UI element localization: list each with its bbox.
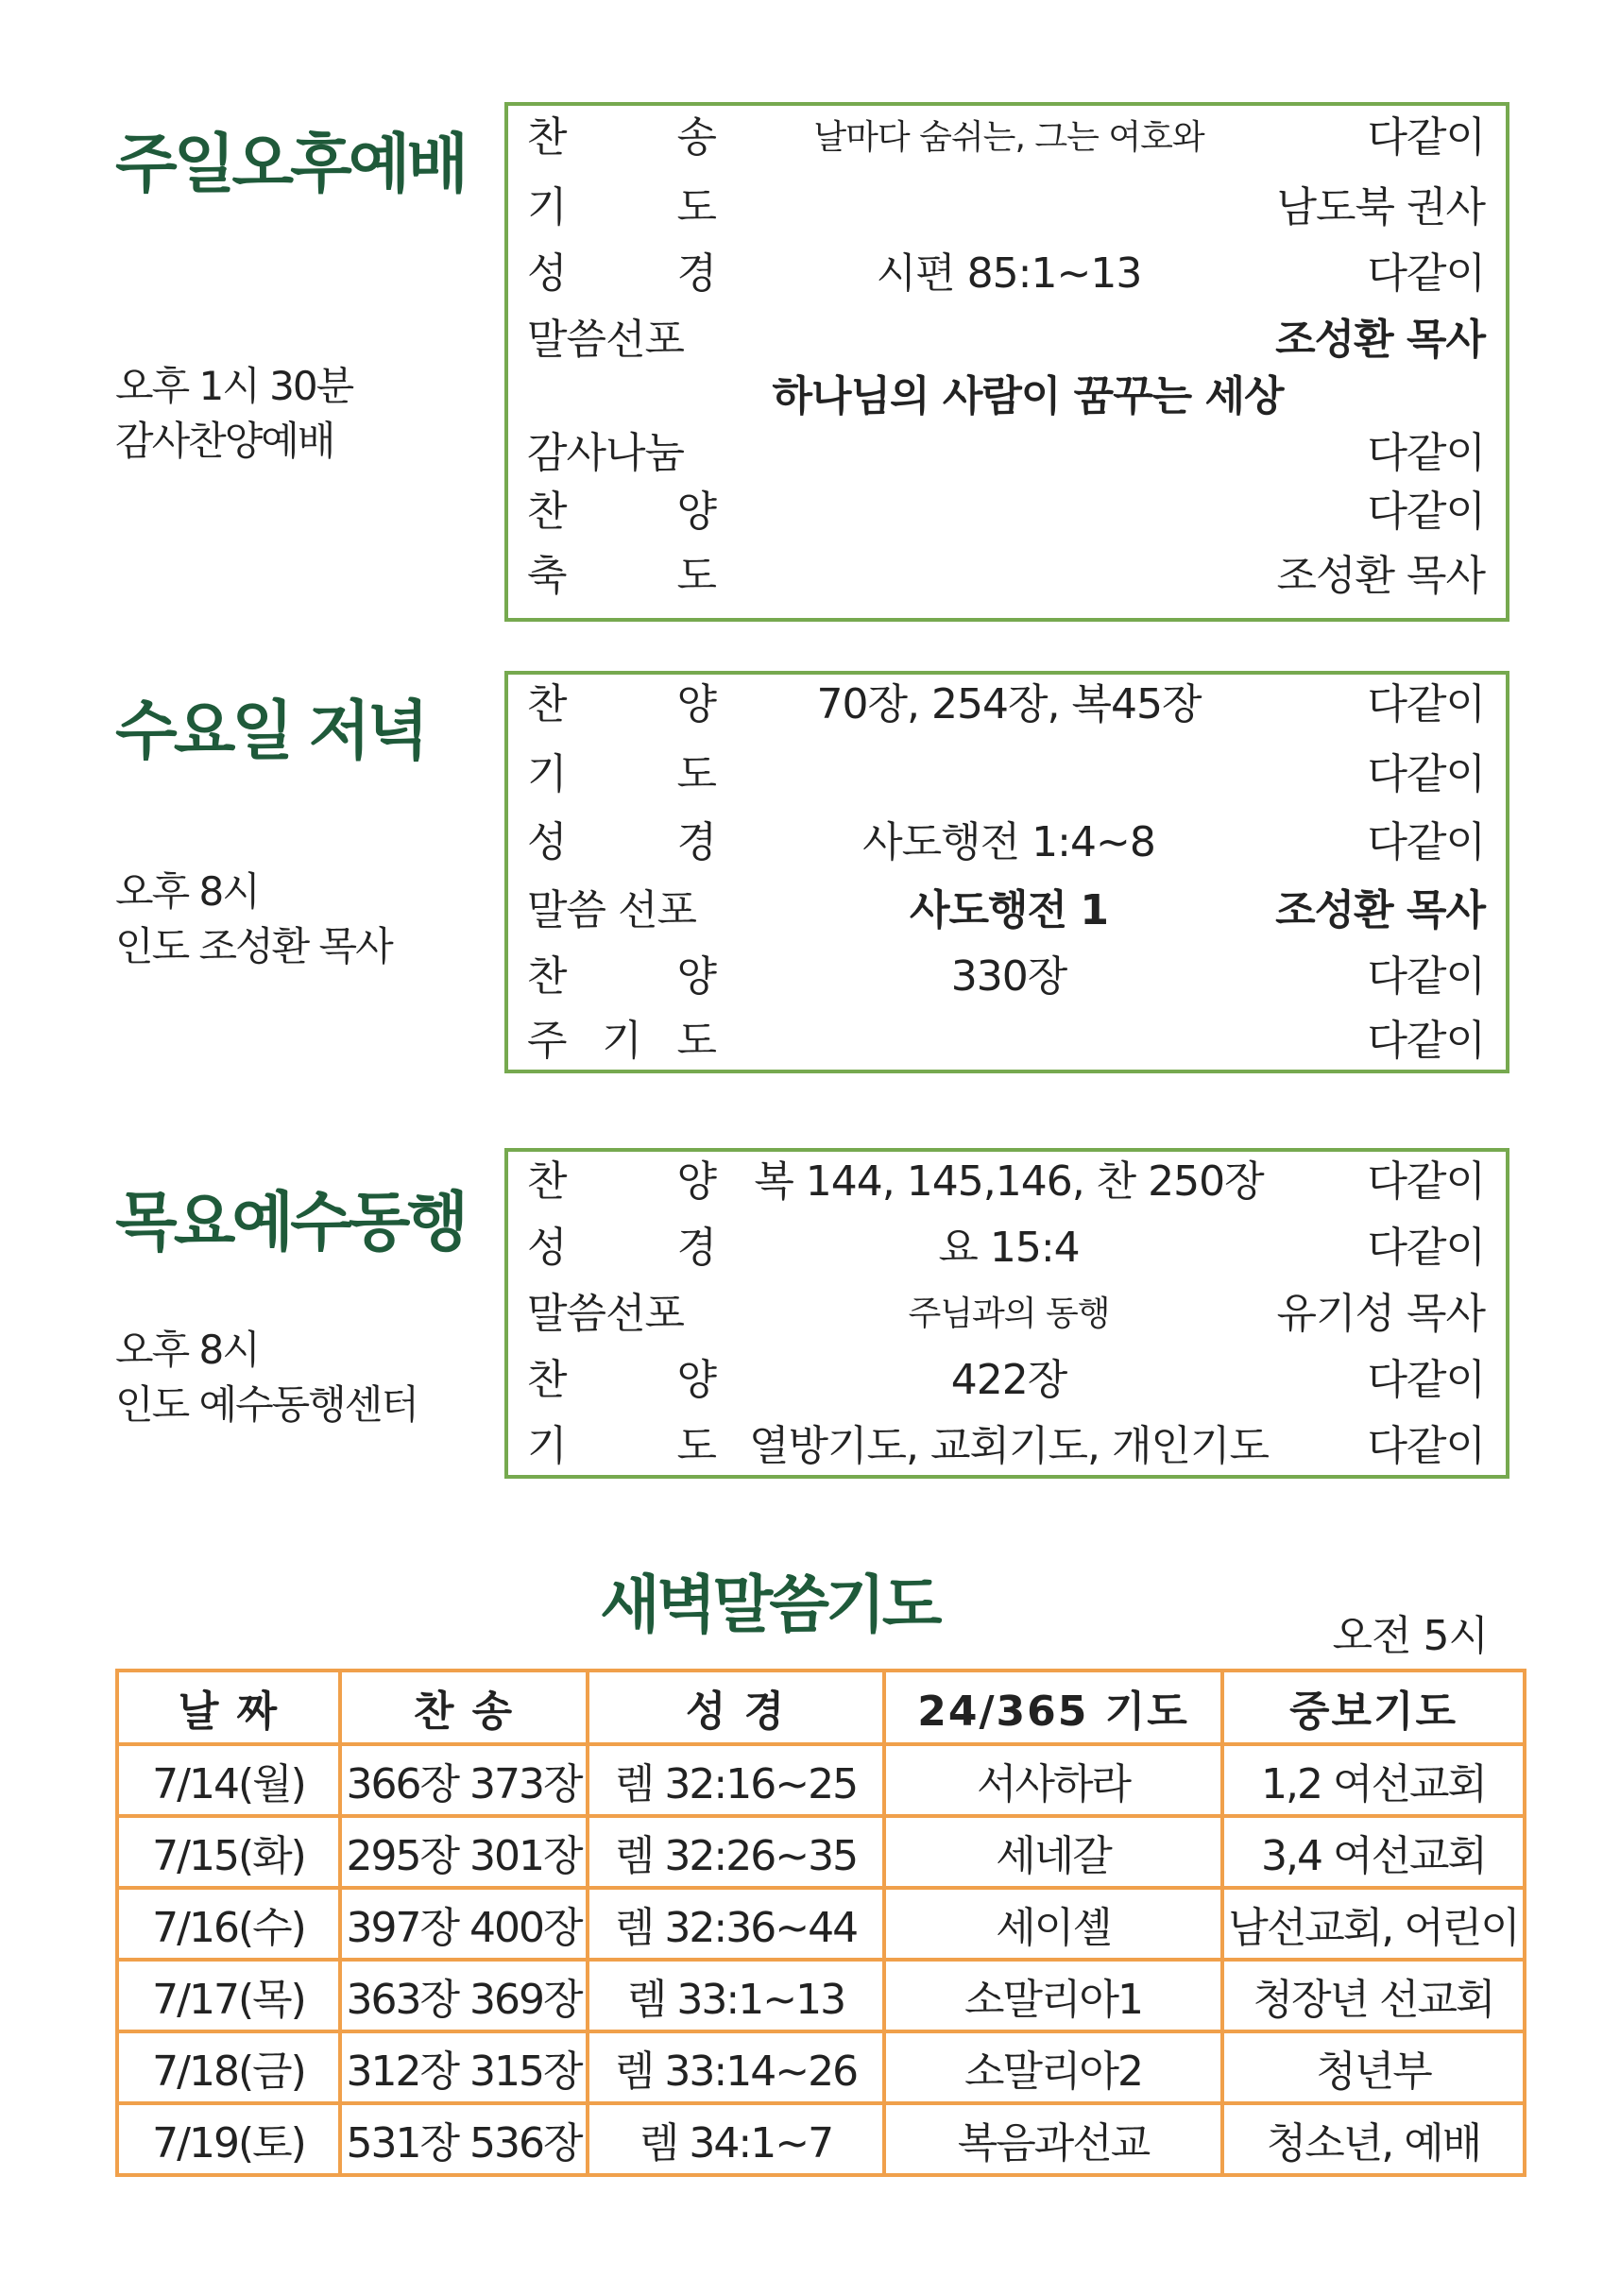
wednesday-info bbox=[115, 865, 392, 974]
order-label-part: 찬 bbox=[527, 488, 567, 536]
order-label bbox=[527, 180, 716, 236]
dawn-schedule-table bbox=[115, 1669, 1526, 2177]
order-row bbox=[508, 425, 1506, 482]
order-label bbox=[527, 677, 716, 733]
table-cell: 7/15(화) bbox=[117, 1816, 340, 1888]
thursday-title: 목요예수동행 bbox=[115, 1186, 466, 1260]
table-header-cell: 24/365 기도 bbox=[884, 1671, 1222, 1744]
order-label-part: 기 bbox=[527, 1422, 567, 1470]
order-label-part: 기 bbox=[527, 750, 567, 798]
table-cell: 366장 373장 bbox=[340, 1744, 588, 1816]
order-label bbox=[527, 312, 716, 368]
table-header-cell: 날 짜 bbox=[117, 1671, 340, 1744]
order-label-part: 축 bbox=[527, 552, 567, 600]
table-cell: 7/19(토) bbox=[117, 2103, 340, 2175]
order-label-part: 감사나눔 bbox=[527, 429, 685, 477]
order-row bbox=[508, 949, 1506, 1005]
order-person: 유기성 목사 bbox=[1276, 1290, 1485, 1338]
order-label-part: 찬 bbox=[527, 1356, 567, 1404]
wednesday-title: 수요일 저녁 bbox=[115, 694, 426, 769]
order-label bbox=[527, 1220, 716, 1277]
order-person: 다같이 bbox=[1367, 488, 1485, 536]
order-label-part: 도 bbox=[676, 1422, 716, 1470]
table-row bbox=[117, 1816, 1525, 1888]
dawn-time: 오전 5시 bbox=[1332, 1612, 1488, 1660]
order-label-part: 말씀선포 bbox=[527, 316, 685, 364]
order-label bbox=[527, 425, 716, 482]
table-cell: 3,4 여선교회 bbox=[1222, 1816, 1525, 1888]
order-row bbox=[508, 882, 1506, 939]
order-label bbox=[527, 548, 716, 605]
order-person: 다같이 bbox=[1367, 680, 1485, 728]
table-row bbox=[117, 1888, 1525, 1960]
table-cell: 1,2 여선교회 bbox=[1222, 1744, 1525, 1816]
order-label-part: 성 bbox=[527, 1224, 567, 1272]
order-person: 다같이 bbox=[1367, 1017, 1485, 1065]
table-row bbox=[117, 1960, 1525, 2031]
order-person: 다같이 bbox=[1367, 113, 1485, 162]
order-label-part: 찬 bbox=[527, 680, 567, 728]
order-row bbox=[508, 368, 1506, 425]
order-person: 다같이 bbox=[1367, 1356, 1485, 1404]
order-detail: 시편 85:1~13 bbox=[876, 249, 1142, 298]
order-detail: 330장 bbox=[950, 952, 1067, 1001]
order-row bbox=[508, 1154, 1506, 1210]
order-label bbox=[527, 110, 716, 166]
table-cell: 복음과선교 bbox=[884, 2103, 1222, 2175]
table-cell: 남선교회, 어린이 bbox=[1222, 1888, 1525, 1960]
order-person: 다같이 bbox=[1367, 249, 1485, 298]
table-header-cell: 성 경 bbox=[588, 1671, 884, 1744]
order-row bbox=[508, 110, 1506, 166]
order-label-part: 양 bbox=[676, 1356, 716, 1404]
order-person: 남도북 권사 bbox=[1276, 183, 1485, 231]
table-cell: 서사하라 bbox=[884, 1744, 1222, 1816]
thursday-order-box bbox=[504, 1148, 1509, 1479]
table-cell: 세이셸 bbox=[884, 1888, 1222, 1960]
table-cell: 청년부 bbox=[1222, 2031, 1525, 2103]
order-label-part: 성 bbox=[527, 818, 567, 866]
dawn-title: 새벽말씀기도 bbox=[600, 1568, 939, 1641]
order-label bbox=[527, 1154, 716, 1210]
order-label bbox=[527, 814, 716, 871]
table-cell: 청장년 선교회 bbox=[1222, 1960, 1525, 2031]
table-cell: 렘 33:1~13 bbox=[588, 1960, 884, 2031]
table-cell: 7/18(금) bbox=[117, 2031, 340, 2103]
order-label-part: 주 bbox=[527, 1017, 567, 1065]
order-label bbox=[527, 484, 716, 540]
order-detail: 422장 bbox=[950, 1356, 1067, 1404]
order-label bbox=[527, 1286, 716, 1343]
order-row bbox=[508, 677, 1506, 733]
order-row bbox=[508, 312, 1506, 368]
order-row bbox=[508, 814, 1506, 871]
order-label-part: 송 bbox=[676, 113, 716, 162]
table-row bbox=[117, 2103, 1525, 2175]
order-detail: 날마다 숨쉬는, 그는 여호와 bbox=[813, 118, 1204, 157]
sunday-info bbox=[115, 359, 352, 469]
order-row bbox=[508, 484, 1506, 540]
order-person: 다같이 bbox=[1367, 750, 1485, 798]
order-label bbox=[527, 746, 716, 803]
table-cell: 7/14(월) bbox=[117, 1744, 340, 1816]
table-cell: 소말리아1 bbox=[884, 1960, 1222, 2031]
table-cell: 363장 369장 bbox=[340, 1960, 588, 2031]
order-row bbox=[508, 246, 1506, 302]
order-label-part: 경 bbox=[676, 818, 716, 866]
table-cell: 렘 33:14~26 bbox=[588, 2031, 884, 2103]
table-cell: 렘 32:16~25 bbox=[588, 1744, 884, 1816]
thursday-time: 오후 8시 bbox=[115, 1327, 259, 1373]
order-person: 다같이 bbox=[1367, 429, 1485, 477]
order-label-part: 성 bbox=[527, 249, 567, 298]
order-label-part: 양 bbox=[676, 952, 716, 1001]
order-row bbox=[508, 1286, 1506, 1343]
order-person: 다같이 bbox=[1367, 818, 1485, 866]
order-person: 다같이 bbox=[1367, 1224, 1485, 1272]
order-label-part: 경 bbox=[676, 1224, 716, 1272]
order-person: 다같이 bbox=[1367, 1157, 1485, 1206]
order-label bbox=[527, 1418, 716, 1475]
order-person: 조성환 목사 bbox=[1275, 886, 1485, 934]
order-label-part: 말씀선포 bbox=[527, 1290, 685, 1338]
order-label bbox=[527, 246, 716, 302]
table-row bbox=[117, 2031, 1525, 2103]
order-detail: 요 15:4 bbox=[938, 1224, 1080, 1272]
order-row bbox=[508, 1352, 1506, 1409]
order-label-part: 양 bbox=[676, 1157, 716, 1206]
order-label-part: 찬 bbox=[527, 113, 567, 162]
order-label bbox=[527, 1352, 716, 1409]
order-detail: 열방기도, 교회기도, 개인기도 bbox=[749, 1422, 1269, 1470]
table-cell: 312장 315장 bbox=[340, 2031, 588, 2103]
order-row bbox=[508, 1220, 1506, 1277]
wednesday-order-box bbox=[504, 671, 1509, 1073]
order-label-part: 기 bbox=[602, 1017, 641, 1065]
order-label bbox=[527, 1013, 716, 1070]
table-cell: 세네갈 bbox=[884, 1816, 1222, 1888]
order-person: 조성환 목사 bbox=[1275, 316, 1485, 364]
order-label-part: 말씀 선포 bbox=[527, 886, 697, 934]
table-cell: 렘 32:26~35 bbox=[588, 1816, 884, 1888]
thursday-leader: 인도 예수동행센터 bbox=[115, 1381, 418, 1428]
table-cell: 397장 400장 bbox=[340, 1888, 588, 1960]
order-label bbox=[527, 882, 716, 939]
order-detail: 사도행전 1 bbox=[910, 886, 1108, 934]
table-cell: 7/17(목) bbox=[117, 1960, 340, 2031]
order-row bbox=[508, 1418, 1506, 1475]
order-person: 다같이 bbox=[1367, 952, 1485, 1001]
order-label-part: 양 bbox=[676, 488, 716, 536]
table-cell: 청소년, 예배 bbox=[1222, 2103, 1525, 2175]
order-row bbox=[508, 548, 1506, 605]
table-header-cell: 중보기도 bbox=[1222, 1671, 1525, 1744]
order-label-part: 도 bbox=[676, 750, 716, 798]
table-cell: 렘 32:36~44 bbox=[588, 1888, 884, 1960]
order-row bbox=[508, 180, 1506, 236]
sunday-title: 주일오후예배 bbox=[115, 128, 466, 202]
order-row bbox=[508, 746, 1506, 803]
wednesday-time: 오후 8시 bbox=[115, 868, 259, 915]
order-detail: 주님과의 동행 bbox=[908, 1294, 1110, 1333]
order-row bbox=[508, 1013, 1506, 1070]
table-cell: 렘 34:1~7 bbox=[588, 2103, 884, 2175]
sunday-time: 오후 1시 30분 bbox=[115, 363, 353, 409]
table-cell: 7/16(수) bbox=[117, 1888, 340, 1960]
order-label bbox=[527, 949, 716, 1005]
order-label-part: 기 bbox=[527, 183, 567, 231]
order-label-part: 도 bbox=[676, 183, 716, 231]
order-label-part: 양 bbox=[676, 680, 716, 728]
order-label-part: 도 bbox=[676, 1017, 716, 1065]
table-header-cell: 찬 송 bbox=[340, 1671, 588, 1744]
order-label-part: 도 bbox=[676, 552, 716, 600]
sunday-order-box bbox=[504, 102, 1509, 622]
table-cell: 531장 536장 bbox=[340, 2103, 588, 2175]
table-row bbox=[117, 1744, 1525, 1816]
order-label-part: 경 bbox=[676, 249, 716, 298]
order-label-part: 찬 bbox=[527, 1157, 567, 1206]
table-cell: 295장 301장 bbox=[340, 1816, 588, 1888]
table-cell: 소말리아2 bbox=[884, 2031, 1222, 2103]
order-detail: 사도행전 1:4~8 bbox=[862, 818, 1155, 866]
order-label-part: 찬 bbox=[527, 952, 567, 1001]
order-person: 다같이 bbox=[1367, 1422, 1485, 1470]
order-person: 조성환 목사 bbox=[1276, 552, 1485, 600]
order-detail: 하나님의 사람이 꿈꾸는 세상 bbox=[772, 372, 1284, 420]
order-detail: 복 144, 145,146, 찬 250장 bbox=[754, 1157, 1264, 1206]
order-detail: 70장, 254장, 복45장 bbox=[816, 680, 1202, 728]
sunday-service-name: 감사찬양예배 bbox=[115, 418, 334, 464]
wednesday-leader: 인도 조성환 목사 bbox=[115, 923, 392, 969]
thursday-info bbox=[115, 1323, 418, 1432]
table-header-row bbox=[117, 1671, 1525, 1744]
